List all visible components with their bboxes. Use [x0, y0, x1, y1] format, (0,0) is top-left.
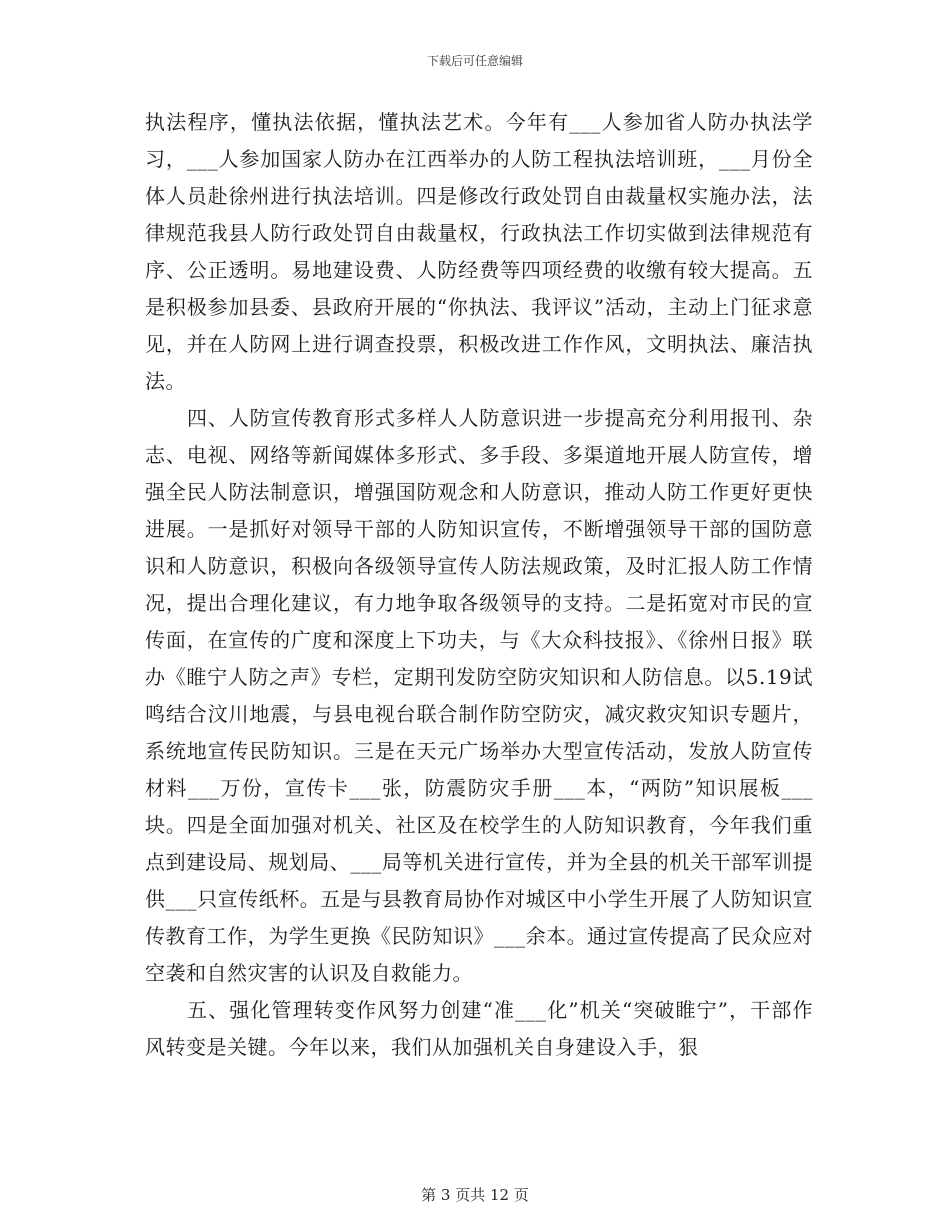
- paragraph-section-5: 五、强化管理转变作风努力创建“准___化”机关“突破睢宁”，干部作风转变是关键。今年以来，我们从加强机关自身建设入手，狠: [145, 998, 813, 1059]
- paragraph-section-4: 四、人防宣传教育形式多样人人防意识进一步提高充分利用报刊、杂志、电视、网络等新闻媒体多形式、多手段、多渠道地开展人防宣传，增强全民人防法制意识，增强国防观念和人防意识，推动人防工作更好更快进展。一是抓好对领导干部的人防知识宣传，不断增强领导干部的国防意识和人防意识，积极向各级领导宣传人防法规政策，及时汇报人防工作情况，提出合理化建议，有力地争取各级领导的支持。二是拓宽对市民的宣传面，在宣传的广度和深度上下功夫，与《大众科技报》、《徐州日报》联办《睢宁人防之声》专栏，定期刊发防空防灾知识和人防信息。以5.19试鸣结合汶川地震，与县电视台联合制作防空防灾，减灾救灾知识专题片，系统地宣传民防知识。三是在天元广场举办大型宣传活动，发放人防宣传材料___万份，宣传卡___张，防震防灾手册___本，“两防”知识展板___块。四是全面加强对机关、社区及在校学生的人防知识教育，今年我们重点到建设局、规划局、___局等机关进行宣传，并为全县的机关干部军训提供___只宣传纸杯。五是与县教育局协作对城区中小学生开展了人防知识宣传教育工作，为学生更换《民防知识》___余本。通过宣传提高了民众应对空袭和自然灾害的认识及自救能力。: [145, 406, 813, 985]
- paragraph-continuation: 执法程序，懂执法依据，懂执法艺术。今年有___人参加省人防办执法学习，___人参加国家人防办在江西举办的人防工程执法培训班，___月份全体人员赴徐州进行执法培训。四是修改行政处罚自由裁量权实施办法，法律规范我县人防行政处罚自由裁量权，行政执法工作切实做到法律规范有序、公正透明。易地建设费、人防经费等四项经费的收缴有较大提高。五是积极参加县委、县政府开展的“你执法、我评议”活动，主动上门征求意见，并在人防网上进行调查投票，积极改进工作作风，文明执法、廉洁执法。: [145, 110, 813, 393]
- page-number-footer: 第 3 页共 12 页: [421, 1186, 529, 1204]
- document-body: [145, 104, 813, 1066]
- page-header: 下载后可任意编辑: [426, 54, 523, 68]
